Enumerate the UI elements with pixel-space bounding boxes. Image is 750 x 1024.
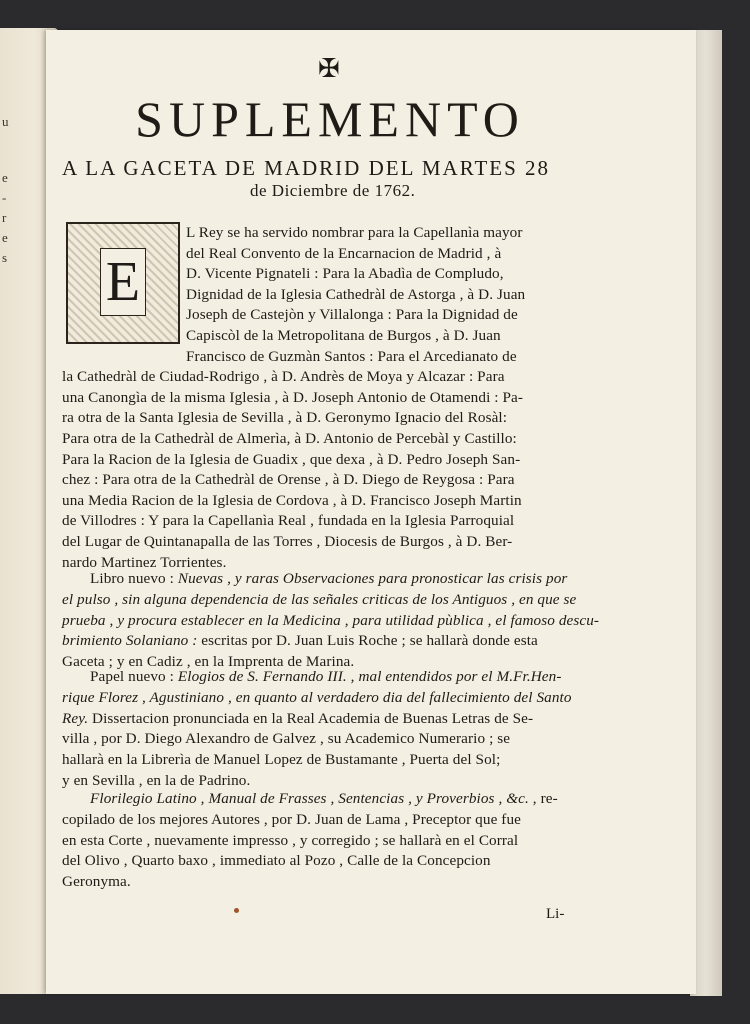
- italic-title: Nuevas , y raras Observaciones para pronosticar las crisis por: [177, 570, 568, 587]
- body-line: una Canongìa de la misma Iglesia , à D. Joseph Antonio de Otamendi : Pa-: [62, 388, 524, 406]
- body-line: Capiscòl de la Metropolitana de Burgos , à D. Juan: [186, 327, 501, 344]
- notice-line: [62, 811, 521, 829]
- body-line: D. Vicente Pignateli : Para la Abadìa de Compludo,: [186, 265, 504, 283]
- notice-line: [62, 710, 533, 728]
- body-line: ra otra de la Santa Iglesia de Sevilla , à D. Geronymo Ignacio del Rosàl:: [62, 409, 508, 427]
- body-line: Francisco de Guzmàn Santos : Para el Arcedianato de: [186, 347, 517, 365]
- notice-line: [62, 832, 518, 850]
- roman-text: Geronyma.: [62, 873, 131, 891]
- facing-page-fragment: -: [2, 190, 7, 205]
- facing-page-fragment: r: [2, 210, 7, 225]
- notice-line: [90, 790, 558, 808]
- notice-line: [90, 668, 562, 686]
- roman-text: y en Sevilla , en la de Padrino.: [62, 772, 251, 789]
- body-line: la Cathedràl de Ciudad-Rodrigo , à D. Andrès de Moya y Alcazar : Para: [62, 368, 505, 386]
- body-line: nardo Martinez Torrientes.: [62, 553, 227, 571]
- body-line: L Rey se ha servido nombrar para la Capellanìa mayor: [186, 224, 523, 241]
- facing-page-fragment: e: [2, 230, 8, 245]
- roman-text: en esta Corte , nuevamente impresso , y corregido ; se hallarà en el Corral: [62, 831, 519, 849]
- facing-page-fragment: u: [2, 114, 9, 129]
- roman-text: hallarà en la Librerìa de Manuel Lopez de Bustamante , Puerta del Sol;: [62, 751, 501, 769]
- body-line: Dignidad de la Iglesia Cathedràl de Astorga , à D. Juan: [186, 285, 526, 303]
- ink-spot: [234, 908, 239, 913]
- date-line: de Diciembre de 1762.: [250, 181, 416, 200]
- body-line: Joseph de Castejòn y Villalonga : Para la Dignidad de: [186, 306, 518, 324]
- notice-line: [62, 730, 510, 748]
- body-line: Para la Racion de la Iglesia de Guadix , que dexa , à D. Pedro Joseph San-: [62, 450, 521, 468]
- italic-title: Florilegio Latino , Manual de Frasses , Sentencias , y Proverbios , &c.: [90, 790, 529, 807]
- italic-title: rique Florez , Agustiniano , en quanto al verdadero dia del fallecimiento del Santo: [62, 688, 572, 706]
- body-line: Para otra de la Cathedràl de Almerìa, à D. Antonio de Percebàl y Castillo:: [62, 430, 517, 447]
- notice-line: [62, 632, 538, 650]
- roman-text: Papel nuevo :: [90, 668, 178, 685]
- roman-text: , re-: [528, 790, 558, 807]
- cross-ornament: ✠: [318, 54, 340, 83]
- italic-title: Rey.: [62, 709, 89, 727]
- notice-line: [62, 591, 576, 609]
- italic-title: prueba , y procura establecer en la Medicina , para utilidad pùblica , el famoso descu-: [62, 611, 600, 629]
- facing-page-fragment: e: [2, 170, 8, 185]
- notice-line: [62, 852, 491, 870]
- body-line: de Villodres : Y para la Capellanìa Real , fundada en la Iglesia Parroquial: [62, 512, 515, 530]
- body-line: chez : Para otra de la Cathedràl de Orense , à D. Diego de Reygosa : Para: [62, 471, 515, 489]
- body-line: una Media Racion de la Iglesia de Cordova , à D. Francisco Joseph Martin: [62, 491, 522, 509]
- page-title: SUPLEMENTO: [135, 91, 525, 147]
- roman-text: escritas por D. Juan Luis Roche ; se hallarà donde esta: [197, 632, 538, 650]
- facing-page-fragment: s: [2, 250, 8, 265]
- notice-line: [62, 772, 250, 790]
- decorated-initial: [66, 222, 180, 344]
- page-content: [60, 30, 696, 994]
- italic-title: brimiento Solaniano :: [62, 632, 198, 650]
- notice-line: [90, 570, 567, 588]
- notice-line: [62, 689, 572, 707]
- notice-line: [62, 873, 131, 891]
- italic-title: el pulso , sin alguna dependencia de las señales criticas de los Antiguos , en que se: [62, 590, 577, 608]
- body-line: del Real Convento de la Encarnacion de Madrid , à: [186, 244, 502, 262]
- page-subtitle: A LA GACETA DE MADRID DEL MARTES 28: [62, 156, 551, 180]
- notice-line: [62, 751, 500, 769]
- roman-text: copilado de los mejores Autores , por D. Juan de Lama , Preceptor que fue: [62, 810, 521, 828]
- notice-line: [62, 612, 599, 630]
- body-line: del Lugar de Quintanapalla de las Torres , Diocesis de Burgos , à D. Ber-: [62, 533, 513, 550]
- initial-letter: E: [100, 248, 146, 316]
- roman-text: villa , por D. Diego Alexandro de Galvez , su Academico Numerario ; se: [62, 730, 511, 748]
- gazette-page: [46, 30, 696, 994]
- roman-text: del Olivo , Quarto baxo , immediato al Pozo , Calle de la Concepcion: [62, 852, 491, 870]
- roman-text: Gaceta ; y en Cadiz , en la Imprenta de Marina.: [62, 653, 355, 671]
- roman-text: Dissertacion pronunciada en la Real Academia de Buenas Letras de Se-: [88, 709, 534, 727]
- catchword: Li-: [546, 906, 565, 922]
- italic-title: Elogios de S. Fernando III. , mal entendidos por el M.Fr.Hen-: [177, 668, 562, 685]
- roman-text: Libro nuevo :: [90, 570, 178, 587]
